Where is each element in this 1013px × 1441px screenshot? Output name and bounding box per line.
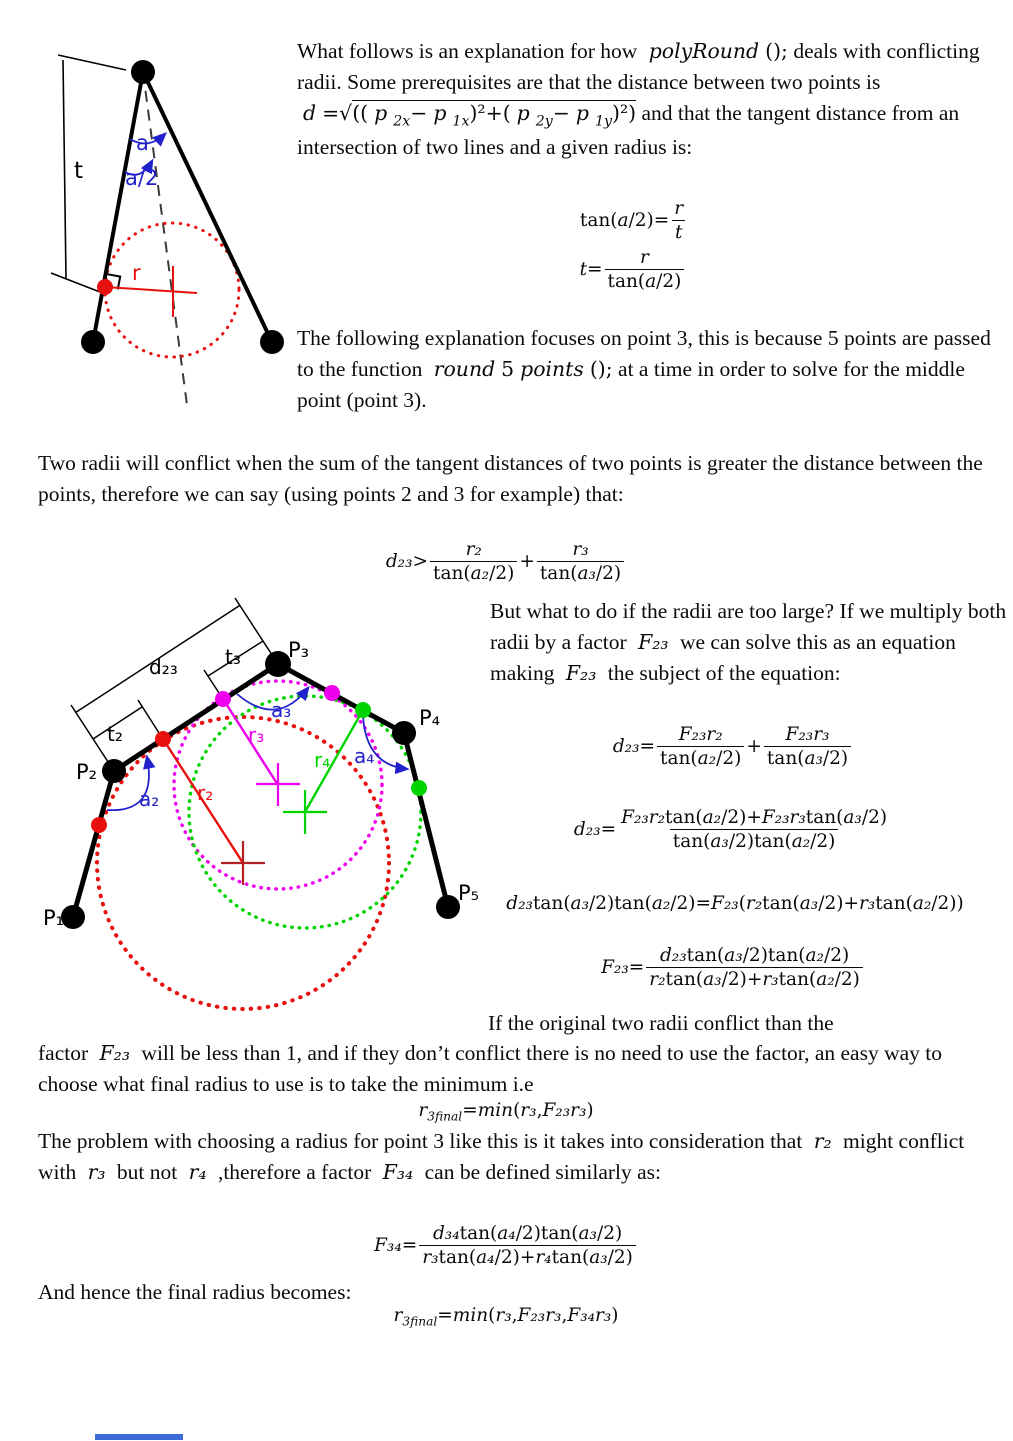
label-a3: a₃	[271, 698, 292, 722]
f34-definition-paragraph: The problem with choosing a radius for point 3 like this is it takes into consideration that r₂ might conflict with r₃ but not r₄ ,therefore a factor F₃₄ can be defined similarly as:	[38, 1129, 965, 1184]
t-dimension-line	[63, 60, 66, 278]
focus-point3-paragraph: The following explanation focuses on point 3, this is because 5 points are passed to the function round 5 points (); at a time in order to solve for the middle point (point 3).	[297, 326, 991, 412]
label-p5: P₅	[458, 881, 480, 905]
label-a-half: a/2	[125, 166, 159, 190]
polyline-rounding-diagram	[30, 595, 510, 1025]
conflict-definition-paragraph: Two radii will conflict when the sum of the tangent distances of two points is greater the distance between the points, therefore we can say (using points 2 and 3 for example) that:	[38, 451, 983, 506]
label-t: t	[74, 158, 84, 184]
vertex-dot-bottom-right	[260, 330, 284, 354]
label-p4: P₄	[419, 706, 441, 730]
t-dimension-tick-bottom	[51, 273, 100, 292]
formula-f34: F₃₄= $\frac{\text{d₃₄tan(a₄/2)tan(a₃/2)}}{\text{r₃tan(a₄/2)+r₄tan(a₃/2)}}$	[286, 1222, 726, 1270]
label-r: r	[132, 261, 141, 285]
label-a2: a₂	[139, 787, 160, 811]
formula-r3final-full-min: $r_{3final}=\min(r_3,F_{23}r_3,F_{34}r_3)$	[393, 1305, 619, 1329]
circle-center-cross-r2	[221, 841, 265, 885]
final-radius-paragraph: And hence the final radius becomes:	[38, 1280, 352, 1304]
label-p2: P₂	[76, 760, 98, 784]
label-p3: P₃	[288, 638, 310, 662]
label-d23: d₂₃	[149, 655, 178, 679]
formula-tan-half-angle: tan(a/2)= $\frac{r}{t}$	[534, 197, 734, 245]
conflict-result-paragraph: factor F₂₃ will be less than 1, and if they don’t conflict there is no need to use the factor, an easy way to choose what final radius to use is to take the minimum i.e	[38, 1041, 943, 1096]
vertex-dot-apex	[131, 60, 155, 84]
tangent-point-dot	[97, 279, 113, 295]
polygon-leg-right	[143, 72, 272, 342]
polyline-p1-p5	[73, 664, 448, 917]
label-a: a	[136, 131, 149, 155]
label-a4: a₄	[354, 744, 375, 768]
conflict-result-paragraph-start: If the original two radii conflict than the	[488, 1011, 834, 1035]
formula-d23-with-factor: d₂₃= $\frac{\text{F₂₃r₂}}{\text{tan(a₂/2)}}$ + $\frac{\text{F₂₃r₃}}{\text{tan(a₃/2)}}$	[508, 723, 958, 771]
factor-question-paragraph: But what to do if the radii are too large? If we multiply both radii by a factor F₂₃ we can solve this as an equation making F₂₃ the subject of the equation:	[490, 599, 1007, 685]
label-p1: P₁	[43, 906, 65, 930]
t-dimension-tick-top	[58, 55, 126, 70]
formula-f23: F₂₃= $\frac{\text{d₂₃tan(a₃/2)tan(a₂/2)}}{\text{r₂tan(a₃/2)+r₃tan(a₂/2)}}$	[508, 944, 958, 992]
formula-r3final-min: $r_{3final}=\min(r_3,F_{23}r_3)$	[418, 1100, 594, 1124]
label-r2: r₂	[197, 781, 214, 805]
dimension-extension-lines	[71, 598, 275, 766]
formula-tangent-distance: t= $\frac{r}{\tan(a/2)}$	[533, 246, 733, 294]
polygon-leg-left	[93, 72, 143, 342]
vertex-dot-bottom-left	[81, 330, 105, 354]
intro-paragraph: What follows is an explanation for how polyRound (); deals with conflicting radii. Some prerequisites are that the distance between two points is d =√(( p $_{2x}$− p $_{1x}$)²+( p $_{2y}$− p $_{1y}$)²) and that the tangent distance from an intersection of two lines and a given radius is:	[297, 39, 980, 159]
formula-d23-combined-fraction: d₂₃= $\frac{\text{F₂₃r₂tan(a₂/2)+F₂₃r₃tan(a₃/2)}}{\text{tan(a₃/2)tan(a₂/2)}}$	[573, 807, 888, 853]
bottom-blue-mark	[95, 1434, 183, 1440]
label-r4: r₄	[314, 748, 331, 772]
circle-center-cross-r4	[283, 790, 327, 834]
angle-tangent-diagram	[30, 40, 310, 420]
formula-d23-cross-multiplied: d₂₃tan(a₃/2)tan(a₂/2)=F₂₃(r₂tan(a₃/2)+r₃tan(a₂/2))	[506, 893, 964, 914]
radius-line	[105, 287, 197, 293]
formula-conflict-condition: d₂₃> $\frac{\text{r₂}}{\text{tan(a₂/2)}}$ + $\frac{\text{r₃}}{\text{tan(a₃/2)}}$	[306, 538, 706, 586]
label-t2: t₂	[107, 722, 123, 746]
circle-center-cross-r3	[256, 763, 300, 806]
label-t3: t₃	[225, 645, 241, 669]
label-r3: r₃	[248, 723, 265, 747]
